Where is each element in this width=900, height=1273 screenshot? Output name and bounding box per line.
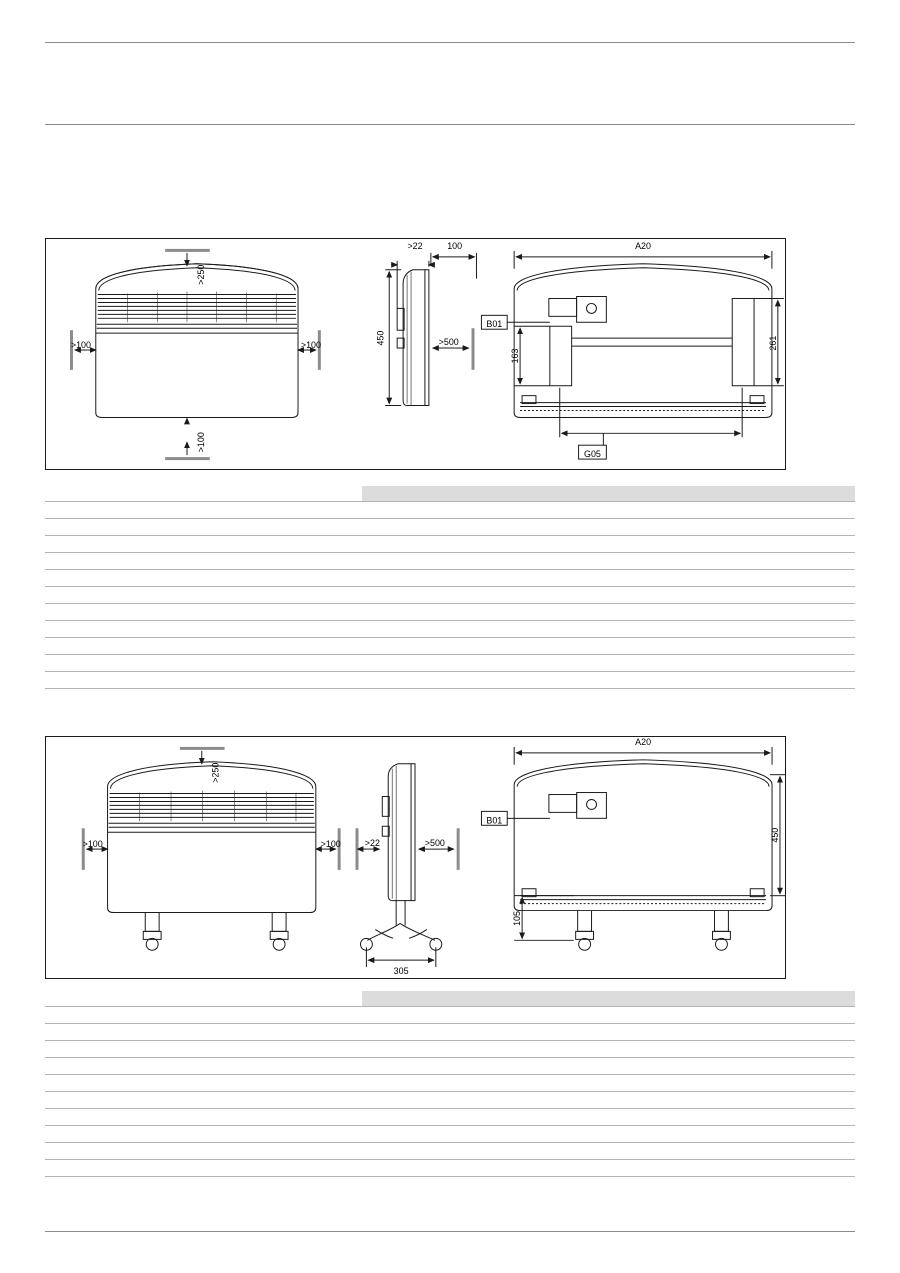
cell	[609, 1058, 691, 1075]
cell	[45, 519, 134, 536]
cell	[526, 570, 608, 587]
cell	[609, 536, 691, 553]
cell	[609, 553, 691, 570]
cell	[45, 1126, 134, 1143]
cell	[45, 1109, 134, 1126]
table-header-row	[45, 991, 855, 1007]
cell	[691, 672, 773, 689]
cell	[609, 502, 691, 519]
cell	[362, 621, 444, 638]
cell	[362, 1041, 444, 1058]
table-1-header-cell-1	[134, 486, 305, 502]
cell	[45, 1075, 134, 1092]
table-row	[45, 1041, 855, 1058]
cell	[444, 1007, 526, 1024]
cell	[691, 1058, 773, 1075]
table-1-header-cell-0	[45, 486, 134, 502]
cell	[362, 553, 444, 570]
cell	[526, 621, 608, 638]
cell	[362, 1109, 444, 1126]
cell	[362, 502, 444, 519]
table-1-header-cell-5	[526, 486, 608, 502]
cell	[444, 570, 526, 587]
cell	[691, 519, 773, 536]
cell	[45, 570, 134, 587]
table-row	[45, 502, 855, 519]
cell	[362, 1075, 444, 1092]
cell	[691, 1007, 773, 1024]
table-1-header-cell-3	[362, 486, 444, 502]
svg-text:>100: >100	[300, 340, 321, 351]
cell	[305, 621, 362, 638]
table-2-header-cell-3	[362, 991, 444, 1007]
cell	[609, 1041, 691, 1058]
cell	[691, 536, 773, 553]
cell	[134, 1092, 305, 1109]
cell	[305, 655, 362, 672]
cell	[45, 1143, 134, 1160]
cell	[526, 604, 608, 621]
cell	[526, 1143, 608, 1160]
cell	[45, 536, 134, 553]
cell	[305, 672, 362, 689]
cell	[609, 621, 691, 638]
cell	[45, 553, 134, 570]
cell	[444, 1041, 526, 1058]
cell	[362, 1160, 444, 1177]
svg-text:163: 163	[510, 348, 521, 364]
cell	[773, 1058, 855, 1075]
cell	[773, 638, 855, 655]
cell	[305, 1007, 362, 1024]
cell	[691, 655, 773, 672]
cell	[305, 519, 362, 536]
table-1-header-cell-6	[609, 486, 691, 502]
cell	[305, 553, 362, 570]
cell	[362, 587, 444, 604]
svg-text:A20: A20	[635, 737, 652, 747]
cell	[691, 638, 773, 655]
svg-text:>100: >100	[195, 432, 206, 453]
table-row	[45, 1024, 855, 1041]
cell	[45, 1058, 134, 1075]
cell	[362, 1007, 444, 1024]
cell	[691, 604, 773, 621]
cell	[134, 1024, 305, 1041]
footer-rule	[45, 1231, 855, 1232]
table-row	[45, 672, 855, 689]
cell	[609, 1126, 691, 1143]
cell	[362, 655, 444, 672]
cell	[305, 502, 362, 519]
svg-text:261: 261	[767, 335, 778, 351]
cell	[362, 1092, 444, 1109]
cell	[526, 1109, 608, 1126]
table-row	[45, 519, 855, 536]
cell	[444, 1092, 526, 1109]
table-row	[45, 638, 855, 655]
cell	[45, 604, 134, 621]
cell	[444, 519, 526, 536]
figure-floor-standing-convector	[45, 736, 786, 979]
cell	[526, 1075, 608, 1092]
table-row	[45, 587, 855, 604]
cell	[305, 638, 362, 655]
cell	[444, 1024, 526, 1041]
cell	[444, 1143, 526, 1160]
cell	[134, 519, 305, 536]
cell	[444, 1160, 526, 1177]
cell	[305, 1092, 362, 1109]
table-1-header	[45, 486, 855, 502]
cell	[362, 604, 444, 621]
cell	[134, 621, 305, 638]
cell	[444, 536, 526, 553]
header-rule-second	[45, 124, 855, 125]
cell	[773, 519, 855, 536]
cell	[444, 621, 526, 638]
cell	[691, 621, 773, 638]
cell	[134, 587, 305, 604]
table-2-header-cell-1	[134, 991, 305, 1007]
cell	[305, 570, 362, 587]
cell	[305, 1160, 362, 1177]
cell	[134, 1160, 305, 1177]
cell	[526, 1160, 608, 1177]
cell	[773, 587, 855, 604]
cell	[526, 1024, 608, 1041]
cell	[773, 621, 855, 638]
cell	[134, 655, 305, 672]
cell	[773, 1143, 855, 1160]
cell	[691, 570, 773, 587]
cell	[134, 1126, 305, 1143]
table-2-header-cell-0	[45, 991, 134, 1007]
svg-text:B01: B01	[486, 319, 503, 330]
cell	[305, 1058, 362, 1075]
cell	[609, 1092, 691, 1109]
cell	[305, 1109, 362, 1126]
table-row	[45, 553, 855, 570]
cell	[444, 638, 526, 655]
cell	[134, 536, 305, 553]
cell	[526, 502, 608, 519]
cell	[444, 502, 526, 519]
cell	[444, 587, 526, 604]
table-2-header-cell-6	[609, 991, 691, 1007]
cell	[305, 1126, 362, 1143]
cell	[773, 672, 855, 689]
svg-text:G05: G05	[584, 449, 601, 460]
table-row	[45, 1092, 855, 1109]
cell	[45, 638, 134, 655]
cell	[609, 1143, 691, 1160]
cell	[45, 1007, 134, 1024]
cell	[134, 1041, 305, 1058]
cell	[773, 1041, 855, 1058]
cell	[362, 519, 444, 536]
cell	[609, 672, 691, 689]
svg-text:>250: >250	[210, 762, 221, 783]
cell	[134, 1143, 305, 1160]
cell	[773, 655, 855, 672]
cell	[609, 1024, 691, 1041]
svg-text:100: 100	[447, 240, 463, 251]
cell	[526, 1041, 608, 1058]
cell	[691, 1109, 773, 1126]
svg-text:>500: >500	[438, 337, 459, 348]
table-1-header-cell-8	[773, 486, 855, 502]
cell	[773, 1075, 855, 1092]
cell	[444, 655, 526, 672]
cell	[526, 536, 608, 553]
table-2-header-cell-2	[305, 991, 362, 1007]
svg-text:450: 450	[769, 827, 780, 843]
table-1-header-cell-4	[444, 486, 526, 502]
cell	[691, 502, 773, 519]
cell	[134, 1109, 305, 1126]
svg-text:>22: >22	[407, 240, 423, 251]
table-row	[45, 604, 855, 621]
cell	[444, 553, 526, 570]
figure-wall-mounted-convector	[45, 238, 786, 470]
cell	[134, 553, 305, 570]
cell	[773, 570, 855, 587]
header-rule-top	[45, 42, 855, 43]
table-row	[45, 1126, 855, 1143]
cell	[773, 604, 855, 621]
cell	[134, 570, 305, 587]
cell	[691, 1126, 773, 1143]
cell	[691, 1143, 773, 1160]
cell	[526, 553, 608, 570]
table-1-header-cell-7	[691, 486, 773, 502]
table-row	[45, 1160, 855, 1177]
cell	[362, 570, 444, 587]
cell	[526, 587, 608, 604]
cell	[691, 1041, 773, 1058]
table-1-header-cell-2	[305, 486, 362, 502]
cell	[444, 604, 526, 621]
cell	[526, 519, 608, 536]
cell	[305, 1143, 362, 1160]
cell	[45, 1024, 134, 1041]
svg-text:A20: A20	[635, 240, 651, 251]
cell	[691, 1024, 773, 1041]
svg-text:>100: >100	[82, 839, 103, 850]
cell	[444, 1126, 526, 1143]
table-2-header-cell-8	[773, 991, 855, 1007]
cell	[444, 1058, 526, 1075]
table-row	[45, 570, 855, 587]
cell	[526, 638, 608, 655]
cell	[691, 1092, 773, 1109]
cell	[362, 672, 444, 689]
cell	[609, 638, 691, 655]
table-row	[45, 1007, 855, 1024]
cell	[444, 1075, 526, 1092]
cell	[45, 502, 134, 519]
cell	[526, 1007, 608, 1024]
cell	[134, 502, 305, 519]
svg-text:B01: B01	[486, 815, 503, 826]
cell	[609, 1160, 691, 1177]
table-row	[45, 1058, 855, 1075]
cell	[526, 655, 608, 672]
table-row	[45, 621, 855, 638]
cell	[609, 1075, 691, 1092]
table-2-header-cell-7	[691, 991, 773, 1007]
table-1-body	[45, 502, 855, 689]
cell	[362, 1143, 444, 1160]
cell	[305, 587, 362, 604]
cell	[362, 1024, 444, 1041]
cell	[362, 536, 444, 553]
cell	[444, 1109, 526, 1126]
cell	[609, 604, 691, 621]
table-2-header	[45, 991, 855, 1007]
cell	[45, 672, 134, 689]
cell	[691, 1075, 773, 1092]
svg-text:>22: >22	[364, 838, 380, 849]
cell	[609, 587, 691, 604]
svg-text:>250: >250	[195, 264, 206, 285]
table-row	[45, 1075, 855, 1092]
svg-text:450: 450	[375, 330, 386, 346]
cell	[45, 655, 134, 672]
cell	[609, 570, 691, 587]
table-row	[45, 1143, 855, 1160]
table-2-header-cell-4	[444, 991, 526, 1007]
cell	[773, 1024, 855, 1041]
cell	[45, 1041, 134, 1058]
table-row	[45, 655, 855, 672]
svg-text:>500: >500	[424, 838, 445, 849]
cell	[134, 672, 305, 689]
table-header-row	[45, 486, 855, 502]
cell	[773, 1007, 855, 1024]
cell	[691, 587, 773, 604]
cell	[609, 1007, 691, 1024]
cell	[45, 587, 134, 604]
cell	[773, 536, 855, 553]
cell	[526, 1092, 608, 1109]
cell	[305, 1024, 362, 1041]
cell	[773, 1160, 855, 1177]
table-row	[45, 1109, 855, 1126]
cell	[362, 1058, 444, 1075]
cell	[444, 672, 526, 689]
cell	[305, 1075, 362, 1092]
cell	[609, 1109, 691, 1126]
cell	[134, 604, 305, 621]
svg-text:105: 105	[512, 911, 523, 926]
svg-text:>100: >100	[70, 340, 91, 351]
cell	[134, 1058, 305, 1075]
cell	[305, 536, 362, 553]
cell	[362, 638, 444, 655]
spec-table-floor-standing	[45, 991, 855, 1177]
cell	[362, 1126, 444, 1143]
cell	[773, 1109, 855, 1126]
svg-text:305: 305	[393, 966, 409, 977]
spec-table-wall-mounted	[45, 486, 855, 689]
cell	[773, 502, 855, 519]
cell	[45, 1160, 134, 1177]
cell	[773, 553, 855, 570]
cell	[45, 1092, 134, 1109]
cell	[691, 1160, 773, 1177]
table-row	[45, 536, 855, 553]
table-2-body	[45, 1007, 855, 1177]
cell	[773, 1092, 855, 1109]
cell	[526, 1126, 608, 1143]
cell	[691, 553, 773, 570]
table-2-header-cell-5	[526, 991, 608, 1007]
cell	[45, 621, 134, 638]
cell	[134, 1075, 305, 1092]
cell	[526, 1058, 608, 1075]
cell	[526, 672, 608, 689]
cell	[773, 1126, 855, 1143]
cell	[134, 1007, 305, 1024]
cell	[305, 604, 362, 621]
cell	[609, 519, 691, 536]
cell	[134, 638, 305, 655]
svg-text:>100: >100	[320, 839, 341, 850]
cell	[305, 1041, 362, 1058]
cell	[609, 655, 691, 672]
